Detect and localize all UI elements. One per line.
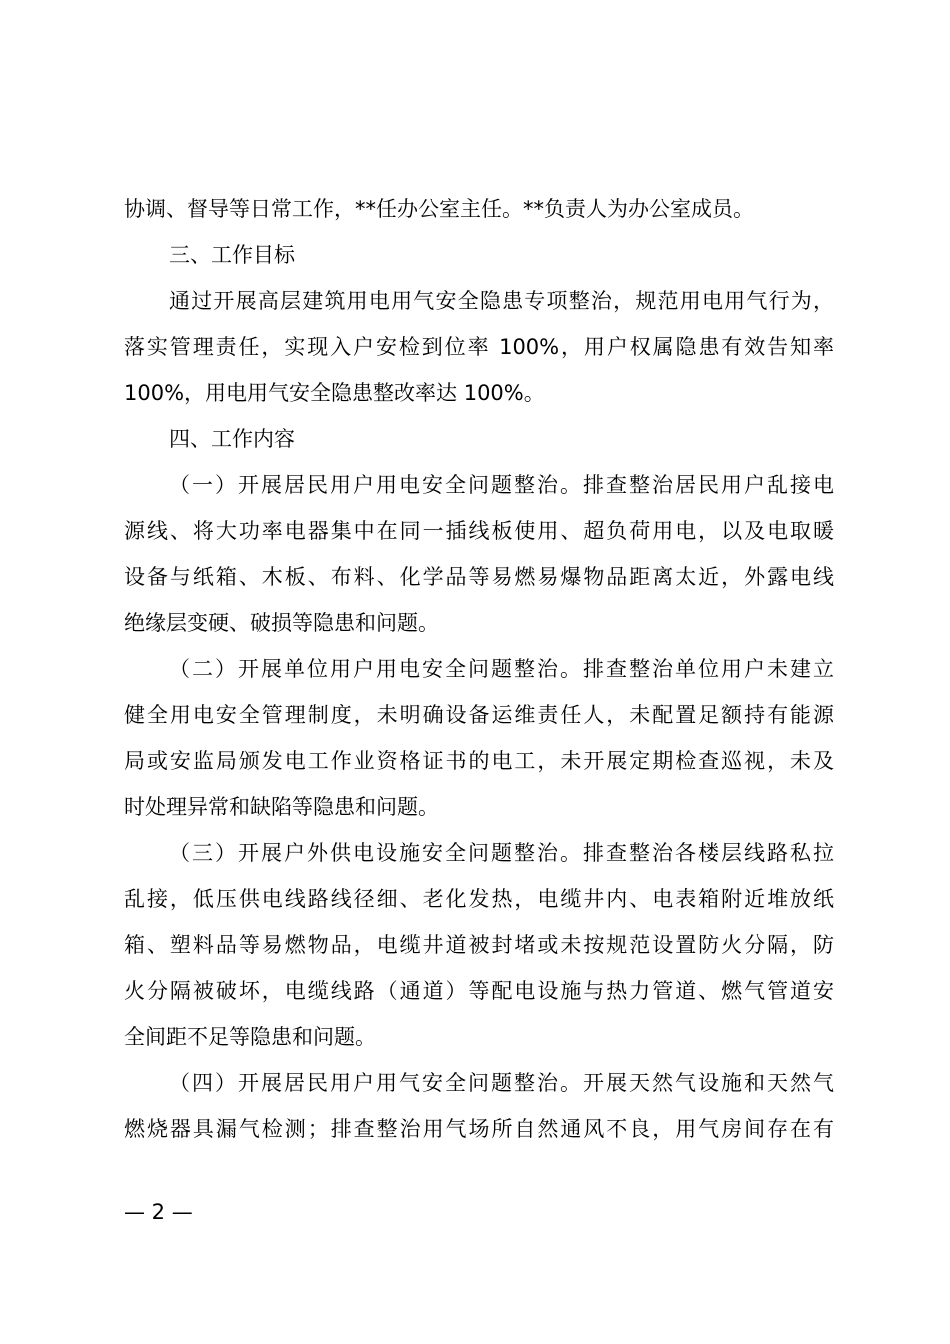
text-line: （二）开展单位用户用电安全问题整治。排查整治单位用户未建立 [169,657,834,681]
text-line: （四）开展居民用户用气安全问题整治。开展天然气设施和天然气 [169,1071,834,1095]
text-line: 局或安监局颁发电工作业资格证书的电工，未开展定期检查巡视，未及 [124,749,834,773]
text-line: 设备与纸箱、木板、布料、化学品等易燃易爆物品距离太近，外露电线 [124,565,834,589]
text-line: （一）开展居民用户用电安全问题整治。排查整治居民用户乱接电 [169,473,834,497]
text-line: （三）开展户外供电设施安全问题整治。排查整治各楼层线路私拉 [169,841,834,865]
document-body [124,186,834,1152]
text-line: 协调、督导等日常工作，**任办公室主任。**负责人为办公室成员。 [124,197,754,221]
page-number: — 2 — [124,1200,193,1224]
text-line: 健全用电安全管理制度，未明确设备运维责任人，未配置足额持有能源 [124,703,834,727]
text-line: 燃烧器具漏气检测；排查整治用气场所自然通风不良，用气房间存在有 [124,1117,834,1141]
text-line: 源线、将大功率电器集中在同一插线板使用、超负荷用电，以及电取暖 [124,519,834,543]
text-line: 通过开展高层建筑用电用气安全隐患专项整治，规范用电用气行为， [169,289,834,313]
text-line: 火分隔被破坏，电缆线路（通道）等配电设施与热力管道、燃气管道安 [124,979,834,1003]
text-line: 三、工作目标 [169,243,295,267]
text-line: 落实管理责任，实现入户安检到位率 100%，用户权属隐患有效告知率 [124,335,834,359]
text-line: 绝缘层变硬、破损等隐患和问题。 [124,611,439,635]
text-line: 100%，用电用气安全隐患整改率达 100%。 [124,381,545,405]
text-line: 四、工作内容 [169,427,295,451]
text-line: 乱接，低压供电线路线径细、老化发热，电缆井内、电表箱附近堆放纸 [124,887,834,911]
text-line: 时处理异常和缺陷等隐患和问题。 [124,795,439,819]
text-line: 箱、塑料品等易燃物品，电缆井道被封堵或未按规范设置防火分隔，防 [124,933,834,957]
text-line: 全间距不足等隐患和问题。 [124,1025,376,1049]
